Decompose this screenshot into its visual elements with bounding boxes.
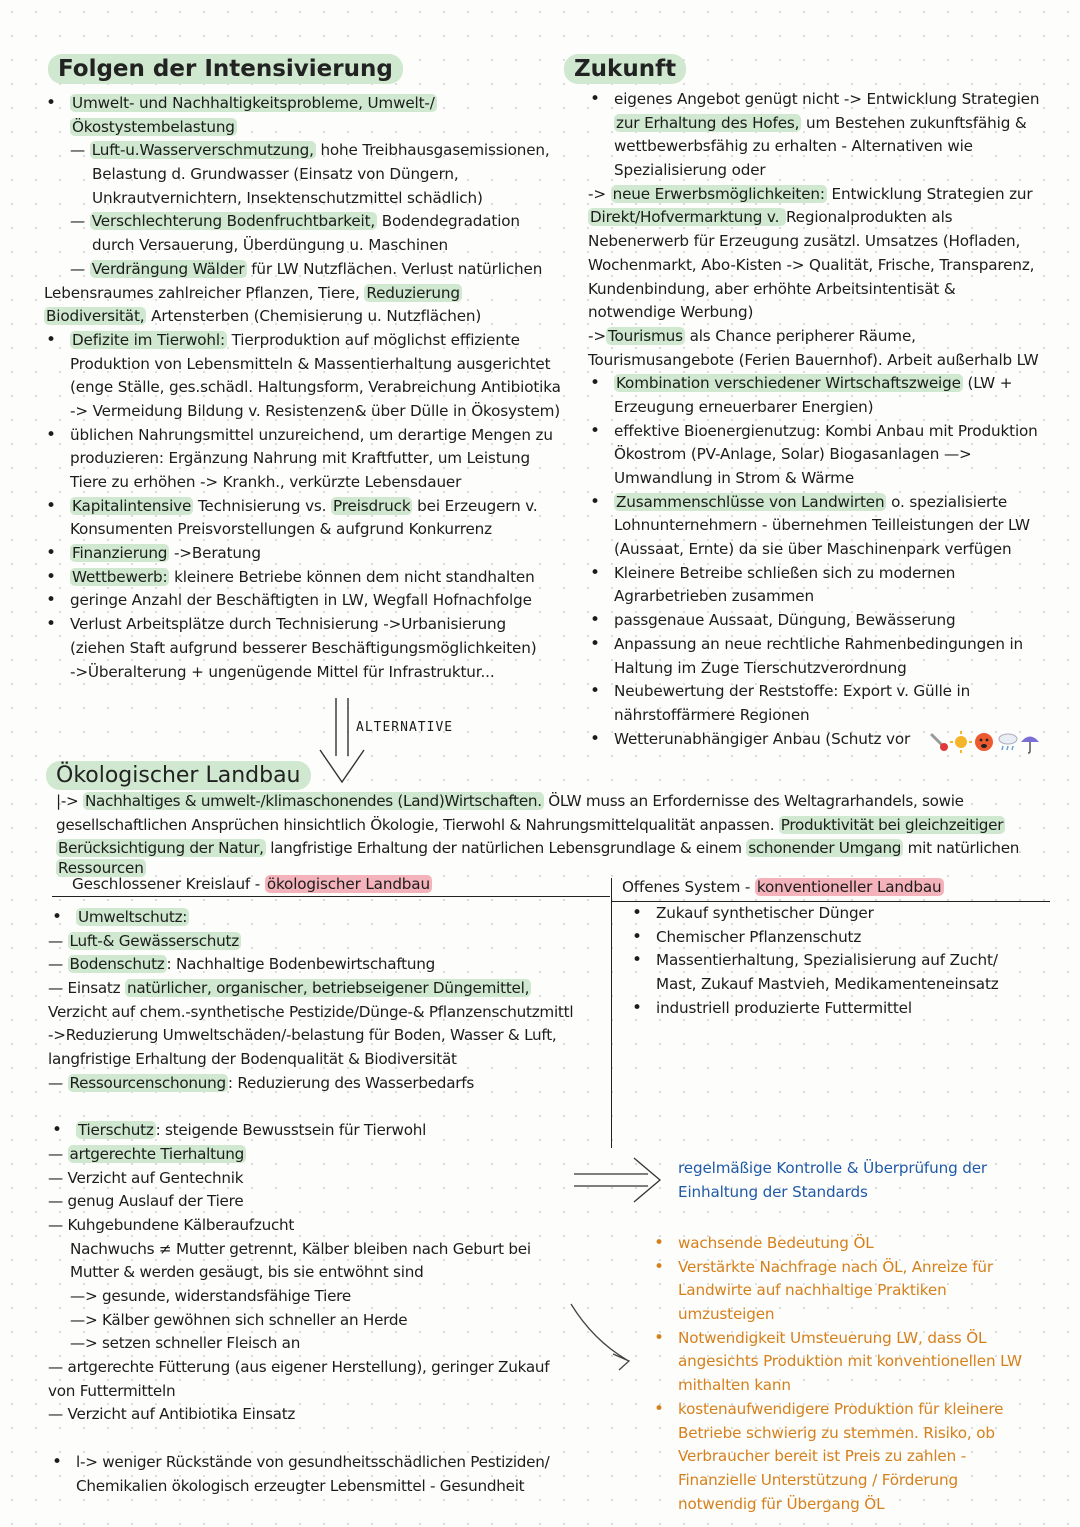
text: Erzeugung erneuerbarer Energien) — [614, 397, 874, 416]
text: • industriell produzierte Futtermittel — [656, 999, 912, 1017]
text: — — [70, 259, 90, 278]
text: • Wetterunabhängiger Anbau (Schutz vor — [614, 730, 910, 748]
table-divider — [611, 878, 612, 1148]
text: um Bestehen zukunftsfähig & — [801, 113, 1027, 132]
curved-arrow-icon — [565, 1300, 640, 1375]
text: • effektive Bioenergienutzug: Kombi Anbau mit Produktion — [614, 422, 1038, 440]
text: langfristige Erhaltung der natürlichen Lebensgrundlage & einem — [265, 839, 747, 858]
text: • wachsende Bedeutung ÖL — [678, 1234, 874, 1252]
text: wettbewerbsfähig zu erhalten - Alternativen wie — [614, 137, 973, 156]
text: Finanzierung — [72, 544, 168, 563]
text: Tiere zu erhöhen -> Krankh., verkürzte Lebensdauer — [70, 473, 462, 491]
text: • Massentierhaltung, Spezialisierung auf Zucht/ — [656, 951, 998, 969]
folgen-title: Folgen der Intensivierung — [48, 54, 403, 84]
left-column-header — [72, 873, 432, 897]
text: • passgenaue Aussaat, Düngung, Bewässerung — [614, 611, 955, 629]
text: Unkrautvernichtern, Insektenschutzmittel schädlich) — [92, 188, 483, 207]
kontrolle-text — [678, 1157, 987, 1204]
text: langfristige Erhaltung der Bodenqualität & Biodiversität — [48, 1050, 457, 1069]
text: • Kleinere Betreibe schließen sich zu modernen — [614, 564, 955, 582]
text: Umweltschutz: — [78, 908, 188, 926]
text: für LW Nutzflächen. Verlust natürlichen — [246, 259, 543, 278]
text: Kundenbindung, aber erhöhte Arbeitsintentisät & — [588, 279, 956, 298]
text: Nachhaltiges & umwelt-/klimaschonendes (Land)Wirtschaften. — [84, 792, 542, 810]
text: Nebenerwerb für Erzeugung zusätzl. Umsatzes (Hofladen, — [588, 232, 1021, 251]
text: —> gesunde, widerstandsfähige Tiere — [70, 1287, 351, 1305]
weather-icons-svg — [928, 729, 1040, 755]
text: (enge Ställe, ges.schädl. Haltungsform, Verabreichung Antibiotika — [70, 378, 561, 397]
text: (ziehen Staft aufgrund besserer Beschäftigungsmöglichkeiten) — [70, 638, 537, 657]
text: -> — [588, 184, 611, 203]
text: schonender Umgang — [748, 839, 902, 858]
alternative-label: ALTERNATIVE — [356, 720, 454, 735]
text: Tierproduktion auf möglichst effiziente — [226, 330, 520, 349]
text: Entwicklung Strategien zur — [826, 184, 1033, 203]
text: — genug Auslauf der Tiere — [48, 1192, 244, 1211]
text: mit natürlichen — [903, 839, 1020, 858]
text: Belastung d. Grundwasser (Einsatz von Düngern, — [92, 165, 459, 184]
text: Berücksichtigung der Natur, — [58, 839, 264, 858]
text: Produktion von Lebensmitteln & Massentierhaltung ausgerichtet — [70, 354, 551, 373]
text: Wettbewerb: — [72, 567, 168, 586]
text: artgerechte Tierhaltung — [69, 1144, 244, 1163]
text: Bodenschutz — [69, 955, 165, 974]
text: —> setzen schneller Fleisch an — [70, 1334, 301, 1353]
text: gesellschaftlichen Ansprüchen hinsichtlich Ökologie, Tierwohl & Nahrungsmittelqualität anpassen. — [56, 815, 779, 834]
sun-icon — [950, 731, 972, 753]
text: — — [48, 955, 68, 974]
text: Landwirte auf nachhaltige Praktiken — [678, 1281, 947, 1300]
text: — artgerechte Fütterung (aus eigener Herstellung), geringer Zukauf — [48, 1358, 550, 1377]
table-rule-left — [52, 896, 610, 897]
umbrella-icon — [1021, 737, 1039, 754]
text: -> — [588, 326, 606, 345]
text: • Zukauf synthetischer Dünger — [656, 904, 874, 922]
text: Preisdruck — [333, 496, 411, 515]
double-right-arrow-icon — [574, 1156, 664, 1206]
folgen-text — [44, 92, 561, 684]
hot-face-icon — [975, 733, 993, 751]
text: Lebensraumes zahlreicher Pflanzen, Tiere, — [44, 283, 365, 302]
text: — Einsatz — [48, 979, 125, 998]
text: — — [48, 931, 68, 950]
text: • eigenes Angebot genügt nicht -> Entwicklung Strategien — [614, 90, 1039, 108]
double-down-arrow-icon — [318, 698, 368, 784]
text: —> Kälber gewöhnen sich schneller an Herde — [70, 1310, 408, 1329]
text: produzieren: Ergänzung Nahrung mit Kraftfutter, um Leistung — [70, 449, 530, 468]
text: Nachwuchs ≠ Mutter getrennt, Kälber bleiben nach Geburt bei — [70, 1239, 531, 1258]
text: Einhaltung der Standards — [678, 1182, 868, 1201]
text: |-> — [56, 792, 83, 810]
text: Verbraucher bereit ist Preis zu zahlen - — [678, 1447, 967, 1466]
text: üblichen Nahrungsmittel unzureichend, um derartige Mengen zu — [70, 425, 553, 444]
text: o. spezialisierte — [886, 492, 1008, 511]
text: • kostenaufwendigere Produktion für kleinere — [678, 1400, 1003, 1418]
text: • Anpassung an neue rechtliche Rahmenbedingungen in — [614, 635, 1023, 653]
oeko-title: Ökologischer Landbau — [46, 761, 311, 790]
weather-icons — [928, 729, 1040, 755]
text: : Reduzierung des Wasserbedarfs — [227, 1073, 475, 1092]
text: angesichts Produktion mit konventionellen LW — [678, 1352, 1022, 1371]
text: • Verstärkte Nachfrage nach ÖL, Anreize für — [678, 1258, 993, 1276]
text: bei Erzeugern v. — [412, 496, 538, 515]
text: regelmäßige Kontrolle & Überprüfung der — [678, 1159, 988, 1177]
text: Verschlechterung Bodenfruchtbarkeit, — [91, 212, 376, 231]
text: nährstoffärmere Regionen — [614, 705, 810, 724]
text: Agrarbetrieben zusammen — [614, 587, 814, 606]
text: Luft-u.Wasserverschmutzung, — [91, 141, 314, 160]
text: Finanzielle Unterstützung / Förderung — [678, 1470, 958, 1489]
text: Ressourcenschonung — [69, 1073, 226, 1092]
text: • Chemischer Pflanzenschutz — [656, 928, 861, 946]
text: : steigende Bewusstsein für Tierwohl — [155, 1121, 427, 1140]
text: — Verzicht auf Antibiotika Einsatz — [48, 1405, 296, 1424]
text: natürlicher, organischer, betriebseigener Düngemittel, — [126, 979, 530, 998]
text: • l-> weniger Rückstände von gesundheitsschädlichen Pestiziden/ — [76, 1453, 550, 1471]
text: Tourismusangebote (Ferien Bauernhof). Arbeit außerhalb LW — [588, 350, 1039, 369]
oeko-paragraph — [56, 790, 1019, 861]
text: Verdrängung Wälder — [91, 259, 245, 278]
text: ÖLW muss an Erfordernisse des Weltagrarhandels, sowie — [543, 792, 964, 810]
text: Luft-& Gewässerschutz — [69, 931, 239, 950]
text: Bodendegradation — [377, 212, 520, 231]
text: Direkt/Hofvermarktung v. — [590, 208, 784, 227]
text: Zusammenschlüsse von Landwirten — [616, 492, 885, 511]
text: — — [48, 1073, 68, 1092]
text: Tourismus — [607, 326, 683, 345]
text: Kombination verschiedener Wirtschaftszweige — [616, 374, 961, 393]
rain-cloud-icon — [999, 734, 1017, 750]
text: Ökostrom (PV-Anlage, Solar) Biogasanlagen —> — [614, 445, 972, 464]
text: — — [70, 212, 90, 231]
right-column — [630, 902, 999, 1020]
text: Reduzierung — [366, 283, 460, 302]
text: : Nachhaltige Bodenbewirtschaftung — [166, 955, 436, 974]
text: (LW + — [962, 374, 1013, 393]
text: Kapitalintensive — [72, 496, 192, 515]
text: • Notwendigkeit Umsteuerung LW, dass ÖL — [678, 1329, 986, 1347]
right-column-header — [622, 876, 944, 900]
text: zur Erhaltung des Hofes, — [616, 113, 800, 132]
text: Mutter & werden gesäugt, bis sie entwöhnt sind — [70, 1263, 424, 1282]
thermometer-icon — [932, 735, 948, 751]
text: • Neubewertung der Reststoffe: Export v. Gülle in — [614, 682, 970, 700]
text: ->Beratung — [169, 544, 261, 563]
text: hohe Treibhausgasemissionen, — [315, 141, 550, 160]
curved-arrow — [565, 1300, 640, 1375]
text: umzusteigen — [678, 1305, 775, 1324]
text: notwendige Werbung) — [588, 303, 754, 322]
text: von Futtermitteln — [48, 1381, 176, 1400]
text: Betriebe schwierig zu stemmen. Risiko, ob — [678, 1423, 995, 1442]
text: Artensterben (Chemisierung u. Nutzflächen) — [146, 307, 482, 326]
text: Geschlossener Kreislauf - — [72, 875, 265, 893]
text: konventioneller Landbau — [756, 878, 942, 896]
text: Mast, Zukauf Mastvieh, Medikamenteneinsatz — [656, 975, 999, 994]
text: Ökostystembelastung — [72, 117, 235, 136]
text: Lohnunternehmern - übernehmen Teilleistungen der LW — [614, 516, 1030, 535]
text: kleinere Betriebe können dem nicht standhalten — [169, 567, 535, 586]
zukunft-text — [588, 88, 1039, 751]
text: — — [70, 141, 90, 160]
text: Spezialisierung oder — [614, 161, 766, 180]
text: Umwandlung in Strom & Wärme — [614, 469, 855, 487]
text: — Kuhgebundene Kälberaufzucht — [48, 1215, 295, 1234]
text: Regionalprodukten als — [785, 208, 953, 227]
text: Biodiversität, — [46, 307, 145, 326]
text: ->Reduzierung Umweltschäden/-belastung für Boden, Wasser & Luft, — [48, 1026, 557, 1045]
text: Offenes System - — [622, 878, 755, 896]
text: (Aussaat, Ernte) da sie über Maschinenpark verfügen — [614, 540, 1012, 559]
text: geringe Anzahl der Beschäftigten in LW, Wegfall Hofnachfolge — [70, 591, 532, 610]
text: neue Erwerbsmöglichkeiten: — [612, 184, 825, 203]
zukunft-title: Zukunft — [564, 54, 686, 84]
text: Wochenmarkt, Abo-Kisten -> Qualität, Frische, Transparenz, — [588, 255, 1035, 274]
text: Verzicht auf chem.-synthetische Pestizide/Dünge-& Pflanzenschutzmittl — [48, 1002, 574, 1021]
text: Defizite im Tierwohl: — [72, 330, 225, 349]
text: — Verzicht auf Gentechnik — [48, 1168, 244, 1187]
kontrolle-arrow — [574, 1156, 664, 1206]
text: mithalten kann — [678, 1376, 791, 1395]
text: Verlust Arbeitsplätze durch Technisierung ->Urbanisierung — [70, 615, 507, 634]
orange-notes — [652, 1232, 1022, 1516]
text: durch Versauerung, Überdüngung u. Maschinen — [92, 236, 449, 255]
text: Chemikalien ökologisch erzeugter Lebensmittel - Gesundheit — [76, 1476, 525, 1495]
text: Produktivität bei gleichzeitiger — [780, 815, 1004, 834]
text: Konsumenten Preisvorstellungen & aufgrund Konkurrenz — [70, 520, 492, 539]
text: ->Überalterung + ungenügende Mittel für Infrastruktur... — [70, 662, 495, 681]
text: notwendig für Übergang ÖL — [678, 1494, 885, 1513]
text: Ressourcen — [58, 859, 144, 877]
text: -> Vermeidung Bildung v. Resistenzen& über Dülle in Ökosystem) — [70, 401, 561, 420]
text: Technisierung vs. — [193, 496, 332, 515]
text: Tierschutz — [78, 1121, 154, 1140]
left-column — [48, 906, 573, 1498]
text: als Chance peripherer Räume, — [684, 326, 916, 345]
alternative-arrow — [318, 698, 368, 784]
text: Umwelt- und Nachhaltigkeitsprobleme, Umwelt-/ — [72, 94, 435, 112]
text: — — [48, 1144, 68, 1163]
text: ökologischer Landbau — [266, 875, 430, 893]
text: Haltung im Zuge Tierschutzverordnung — [614, 658, 907, 677]
